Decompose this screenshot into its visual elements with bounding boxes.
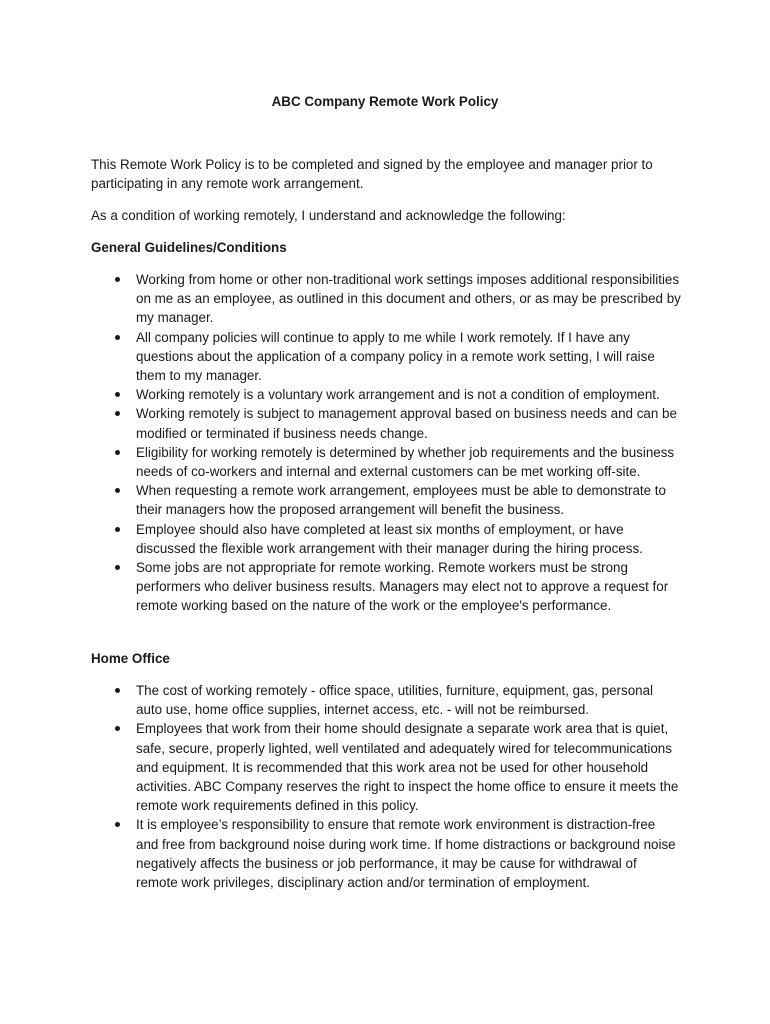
bullet-icon: [115, 411, 120, 416]
list-item-text: It is employee’s responsibility to ensure that remote work environment is distraction-free and free from background noise during work time. If home distractions or background noise negatively affects the business or job performance, it may be cause for withdrawal of remote work privileges, disciplinary action and/or termination of employment.: [136, 817, 676, 891]
section-heading-home-office: Home Office: [91, 651, 170, 666]
list-item-text: When requesting a remote work arrangement, employees must be able to demonstrate to their managers how the proposed arrangement will benefit the business.: [136, 483, 666, 518]
list-item-text: Employees that work from their home should designate a separate work area that is quiet, safe, secure, properly lighted, well ventilated and adequately wired for telecommunications and equipment. It is recommended that this work area not be used for other household activities. ABC Company reserves the right to inspect the home office to ensure it meets the remote work requirements defined in this policy.: [136, 721, 679, 814]
list-item: [0, 404, 681, 442]
list-item-text: Working remotely is a voluntary work arrangement and is not a condition of employment.: [136, 387, 660, 403]
list-item: [0, 443, 681, 481]
list-item-text: Employee should also have completed at least six months of employment, or have discussed the flexible work arrangement with their manager during the hiring process.: [136, 521, 643, 556]
bullet-icon: [115, 335, 120, 340]
list-item-text: All company policies will continue to apply to me while I work remotely. If I have any questions about the application of a company policy in a remote work setting, I will raise them to my manager.: [136, 329, 655, 384]
section-heading-general-guidelines: General Guidelines/Conditions: [91, 240, 287, 255]
general-guidelines-list: [0, 270, 770, 616]
document-title: ABC Company Remote Work Policy: [271, 94, 499, 109]
bullet-icon: [115, 450, 120, 455]
list-item-text: Working from home or other non-traditional work settings imposes additional responsibilities on me as an employee, as outlined in this document and others, or as may be prescribed by my manager.: [136, 272, 681, 326]
bullet-icon: [115, 688, 120, 693]
home-office-list: [0, 681, 770, 892]
bullet-icon: [115, 565, 120, 570]
list-item-text: Some jobs are not appropriate for remote working. Remote workers must be strong performers who deliver business results. Managers may elect not to approve a request for remote working based on the nature of the work or the employee's performance.: [136, 560, 669, 614]
intro-paragraph: This Remote Work Policy is to be completed and signed by the employee and manager prior to participating in any remote work arrangement.: [91, 157, 653, 192]
list-item: [0, 681, 681, 719]
condition-paragraph: As a condition of working remotely, I understand and acknowledge the following:: [91, 208, 566, 223]
list-item: [0, 520, 681, 558]
list-item: [0, 815, 681, 892]
bullet-icon: [115, 488, 120, 493]
bullet-icon: [115, 726, 120, 731]
list-item: [0, 328, 681, 386]
list-item: [0, 270, 681, 328]
list-item-text: Working remotely is subject to management approval based on business needs and can be modified or terminated if business needs change.: [136, 406, 677, 441]
bullet-icon: [115, 527, 120, 532]
list-item: [0, 481, 681, 519]
list-item-text: Eligibility for working remotely is determined by whether job requirements and the business needs of co-workers and internal and external customers can be met working off-site.: [136, 444, 675, 480]
list-item: [0, 719, 681, 815]
list-item: [0, 385, 681, 404]
bullet-icon: [115, 392, 120, 397]
bullet-icon: [115, 822, 120, 827]
bullet-icon: [115, 277, 120, 282]
list-item-text: The cost of working remotely - office space, utilities, furniture, equipment, gas, personal auto use, home office supplies, internet access, etc. - will not be reimbursed.: [136, 683, 654, 718]
list-item: [0, 558, 681, 616]
